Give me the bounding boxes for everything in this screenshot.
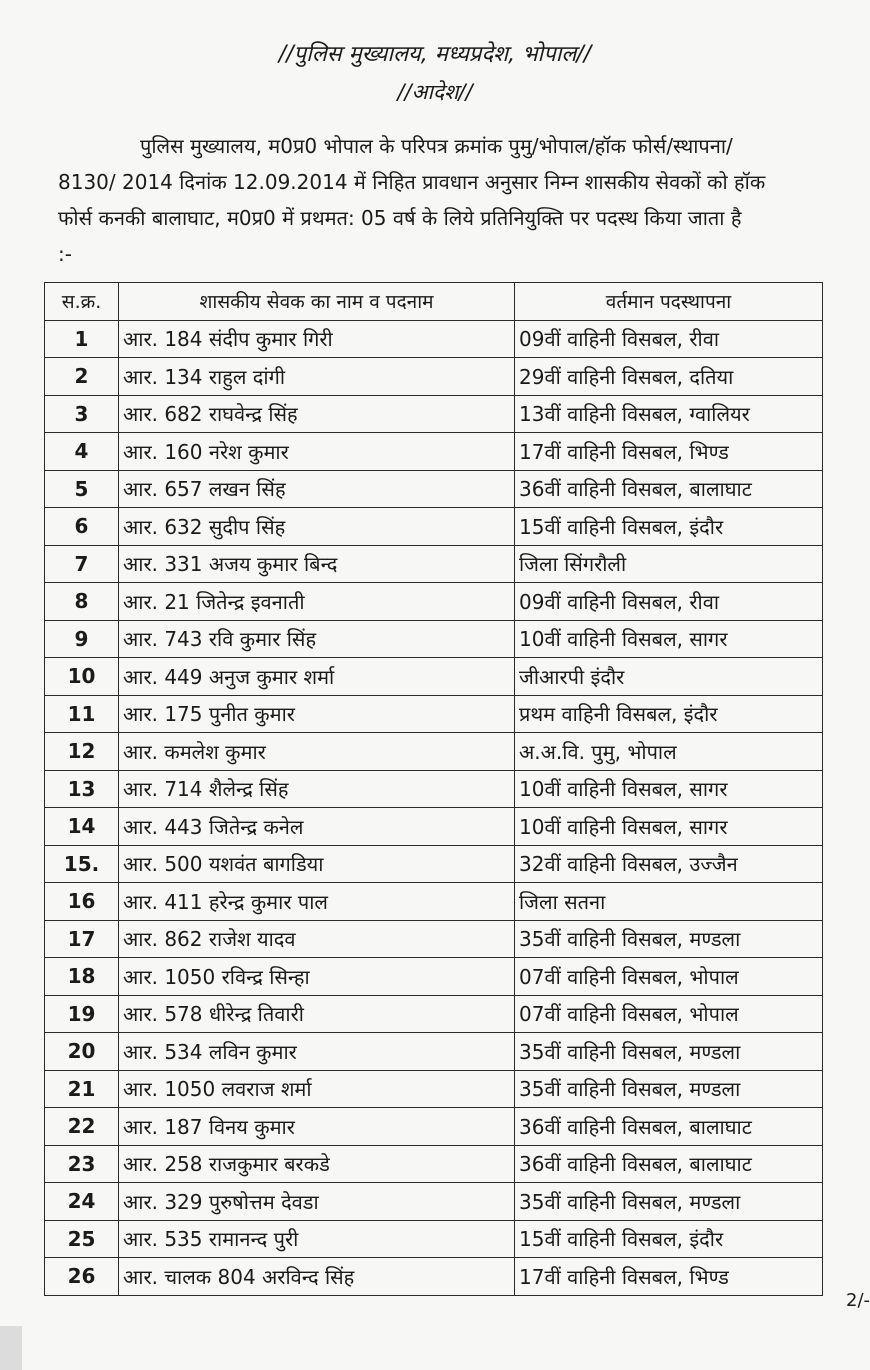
name-cell: आर. 862 राजेश यादव bbox=[119, 920, 515, 958]
table-header-row bbox=[45, 283, 823, 321]
header-name: शासकीय सेवक का नाम व पदनाम bbox=[119, 283, 515, 321]
posting-cell: 36वीं वाहिनी विसबल, बालाघाट bbox=[515, 470, 823, 508]
table-row bbox=[45, 1258, 823, 1296]
serial-cell: 18 bbox=[45, 958, 119, 996]
posting-cell: 10वीं वाहिनी विसबल, सागर bbox=[515, 808, 823, 846]
serial-cell: 17 bbox=[45, 920, 119, 958]
posting-cell: अ.अ.वि. पुमु, भोपाल bbox=[515, 733, 823, 771]
posting-cell: जिला सिंगरौली bbox=[515, 545, 823, 583]
name-cell: आर. 160 नरेश कुमार bbox=[119, 433, 515, 471]
serial-cell: 16 bbox=[45, 883, 119, 921]
serial-cell: 24 bbox=[45, 1183, 119, 1221]
table-row bbox=[45, 808, 823, 846]
name-cell: आर. 449 अनुज कुमार शर्मा bbox=[119, 658, 515, 696]
name-cell: आर. 578 धीरेन्द्र तिवारी bbox=[119, 995, 515, 1033]
table-row bbox=[45, 1033, 823, 1071]
posting-cell: 13वीं वाहिनी विसबल, ग्वालियर bbox=[515, 395, 823, 433]
posting-cell: 15वीं वाहिनी विसबल, इंदौर bbox=[515, 508, 823, 546]
serial-cell: 20 bbox=[45, 1033, 119, 1071]
intro-line-3: फोर्स कनकी बालाघाट, म0प्र0 में प्रथमत: 05 वर्ष के लिये प्रतिनियुक्ति पर पदस्थ किया जाता है bbox=[58, 206, 742, 230]
serial-cell: 19 bbox=[45, 995, 119, 1033]
serial-cell: 25 bbox=[45, 1220, 119, 1258]
table-row bbox=[45, 733, 823, 771]
serial-cell: 13 bbox=[45, 770, 119, 808]
personnel-table bbox=[44, 282, 823, 1296]
serial-cell: 1 bbox=[45, 320, 119, 358]
intro-line-1: पुलिस मुख्यालय, म0प्र0 भोपाल के परिपत्र क्रमांक पुमु/भोपाल/हॉक फोर्स/स्थापना/ bbox=[140, 134, 733, 158]
name-cell: आर. 657 लखन सिंह bbox=[119, 470, 515, 508]
posting-cell: 09वीं वाहिनी विसबल, रीवा bbox=[515, 583, 823, 621]
table-row bbox=[45, 1108, 823, 1146]
posting-cell: 29वीं वाहिनी विसबल, दतिया bbox=[515, 358, 823, 396]
name-cell: आर. कमलेश कुमार bbox=[119, 733, 515, 771]
posting-cell: 36वीं वाहिनी विसबल, बालाघाट bbox=[515, 1145, 823, 1183]
name-cell: आर. 743 रवि कुमार सिंह bbox=[119, 620, 515, 658]
serial-cell: 2 bbox=[45, 358, 119, 396]
table-row bbox=[45, 433, 823, 471]
order-heading: //आदेश// bbox=[397, 80, 473, 104]
table-row bbox=[45, 920, 823, 958]
posting-cell: 09वीं वाहिनी विसबल, रीवा bbox=[515, 320, 823, 358]
posting-cell: 10वीं वाहिनी विसबल, सागर bbox=[515, 620, 823, 658]
table-row bbox=[45, 320, 823, 358]
serial-cell: 3 bbox=[45, 395, 119, 433]
name-cell: आर. 443 जितेन्द्र कनेल bbox=[119, 808, 515, 846]
posting-cell: 35वीं वाहिनी विसबल, मण्डला bbox=[515, 920, 823, 958]
name-cell: आर. 632 सुदीप सिंह bbox=[119, 508, 515, 546]
serial-cell: 6 bbox=[45, 508, 119, 546]
name-cell: आर. 500 यशवंत बागडिया bbox=[119, 845, 515, 883]
name-cell: आर. 331 अजय कुमार बिन्द bbox=[119, 545, 515, 583]
table-row bbox=[45, 1070, 823, 1108]
serial-cell: 15. bbox=[45, 845, 119, 883]
serial-cell: 22 bbox=[45, 1108, 119, 1146]
intro-line-4: :- bbox=[58, 242, 72, 266]
posting-cell: 32वीं वाहिनी विसबल, उज्जैन bbox=[515, 845, 823, 883]
posting-cell: 35वीं वाहिनी विसबल, मण्डला bbox=[515, 1183, 823, 1221]
name-cell: आर. 258 राजकुमार बरकडे bbox=[119, 1145, 515, 1183]
name-cell: आर. 411 हरेन्द्र कुमार पाल bbox=[119, 883, 515, 921]
table-row bbox=[45, 620, 823, 658]
name-cell: आर. 329 पुरुषोत्तम देवडा bbox=[119, 1183, 515, 1221]
table-row bbox=[45, 995, 823, 1033]
name-cell: आर. 134 राहुल दांगी bbox=[119, 358, 515, 396]
serial-cell: 11 bbox=[45, 695, 119, 733]
posting-cell: जीआरपी इंदौर bbox=[515, 658, 823, 696]
serial-cell: 4 bbox=[45, 433, 119, 471]
name-cell: आर. चालक 804 अरविन्द सिंह bbox=[119, 1258, 515, 1296]
table-row bbox=[45, 395, 823, 433]
serial-cell: 9 bbox=[45, 620, 119, 658]
table-row bbox=[45, 883, 823, 921]
serial-cell: 12 bbox=[45, 733, 119, 771]
posting-cell: 15वीं वाहिनी विसबल, इंदौर bbox=[515, 1220, 823, 1258]
posting-cell: 10वीं वाहिनी विसबल, सागर bbox=[515, 770, 823, 808]
serial-cell: 14 bbox=[45, 808, 119, 846]
table-row bbox=[45, 470, 823, 508]
name-cell: आर. 682 राघवेन्द्र सिंह bbox=[119, 395, 515, 433]
name-cell: आर. 21 जितेन्द्र इवनाती bbox=[119, 583, 515, 621]
header-posting: वर्तमान पदस्थापना bbox=[515, 283, 823, 321]
name-cell: आर. 175 पुनीत कुमार bbox=[119, 695, 515, 733]
posting-cell: जिला सतना bbox=[515, 883, 823, 921]
name-cell: आर. 1050 रविन्द्र सिन्हा bbox=[119, 958, 515, 996]
name-cell: आर. 534 लविन कुमार bbox=[119, 1033, 515, 1071]
serial-cell: 26 bbox=[45, 1258, 119, 1296]
table-row bbox=[45, 958, 823, 996]
office-header: //पुलिस मुख्यालय, मध्यप्रदेश, भोपाल// bbox=[278, 42, 592, 67]
table-row bbox=[45, 1220, 823, 1258]
serial-cell: 10 bbox=[45, 658, 119, 696]
table-row bbox=[45, 583, 823, 621]
table-row bbox=[45, 358, 823, 396]
table-row bbox=[45, 658, 823, 696]
posting-cell: 36वीं वाहिनी विसबल, बालाघाट bbox=[515, 1108, 823, 1146]
table-row bbox=[45, 508, 823, 546]
table-row bbox=[45, 1183, 823, 1221]
serial-cell: 8 bbox=[45, 583, 119, 621]
page-marker: 2/- bbox=[846, 1290, 870, 1311]
name-cell: आर. 187 विनय कुमार bbox=[119, 1108, 515, 1146]
posting-cell: 35वीं वाहिनी विसबल, मण्डला bbox=[515, 1070, 823, 1108]
scan-edge bbox=[0, 1326, 22, 1370]
serial-cell: 23 bbox=[45, 1145, 119, 1183]
posting-cell: 07वीं वाहिनी विसबल, भोपाल bbox=[515, 995, 823, 1033]
posting-cell: 17वीं वाहिनी विसबल, भिण्ड bbox=[515, 1258, 823, 1296]
intro-line-2: 8130/ 2014 दिनांक 12.09.2014 में निहित प्रावधान अनुसार निम्न शासकीय सेवकों को हॉक bbox=[58, 170, 766, 194]
serial-cell: 21 bbox=[45, 1070, 119, 1108]
intro-paragraph bbox=[58, 128, 866, 272]
table-row bbox=[45, 545, 823, 583]
name-cell: आर. 714 शैलेन्द्र सिंह bbox=[119, 770, 515, 808]
posting-cell: प्रथम वाहिनी विसबल, इंदौर bbox=[515, 695, 823, 733]
serial-cell: 5 bbox=[45, 470, 119, 508]
name-cell: आर. 1050 लवराज शर्मा bbox=[119, 1070, 515, 1108]
table-row bbox=[45, 1145, 823, 1183]
table-row bbox=[45, 845, 823, 883]
table-row bbox=[45, 695, 823, 733]
name-cell: आर. 535 रामानन्द पुरी bbox=[119, 1220, 515, 1258]
header-serial: स.क्र. bbox=[45, 283, 119, 321]
posting-cell: 17वीं वाहिनी विसबल, भिण्ड bbox=[515, 433, 823, 471]
name-cell: आर. 184 संदीप कुमार गिरी bbox=[119, 320, 515, 358]
table-row bbox=[45, 770, 823, 808]
serial-cell: 7 bbox=[45, 545, 119, 583]
posting-cell: 35वीं वाहिनी विसबल, मण्डला bbox=[515, 1033, 823, 1071]
posting-cell: 07वीं वाहिनी विसबल, भोपाल bbox=[515, 958, 823, 996]
